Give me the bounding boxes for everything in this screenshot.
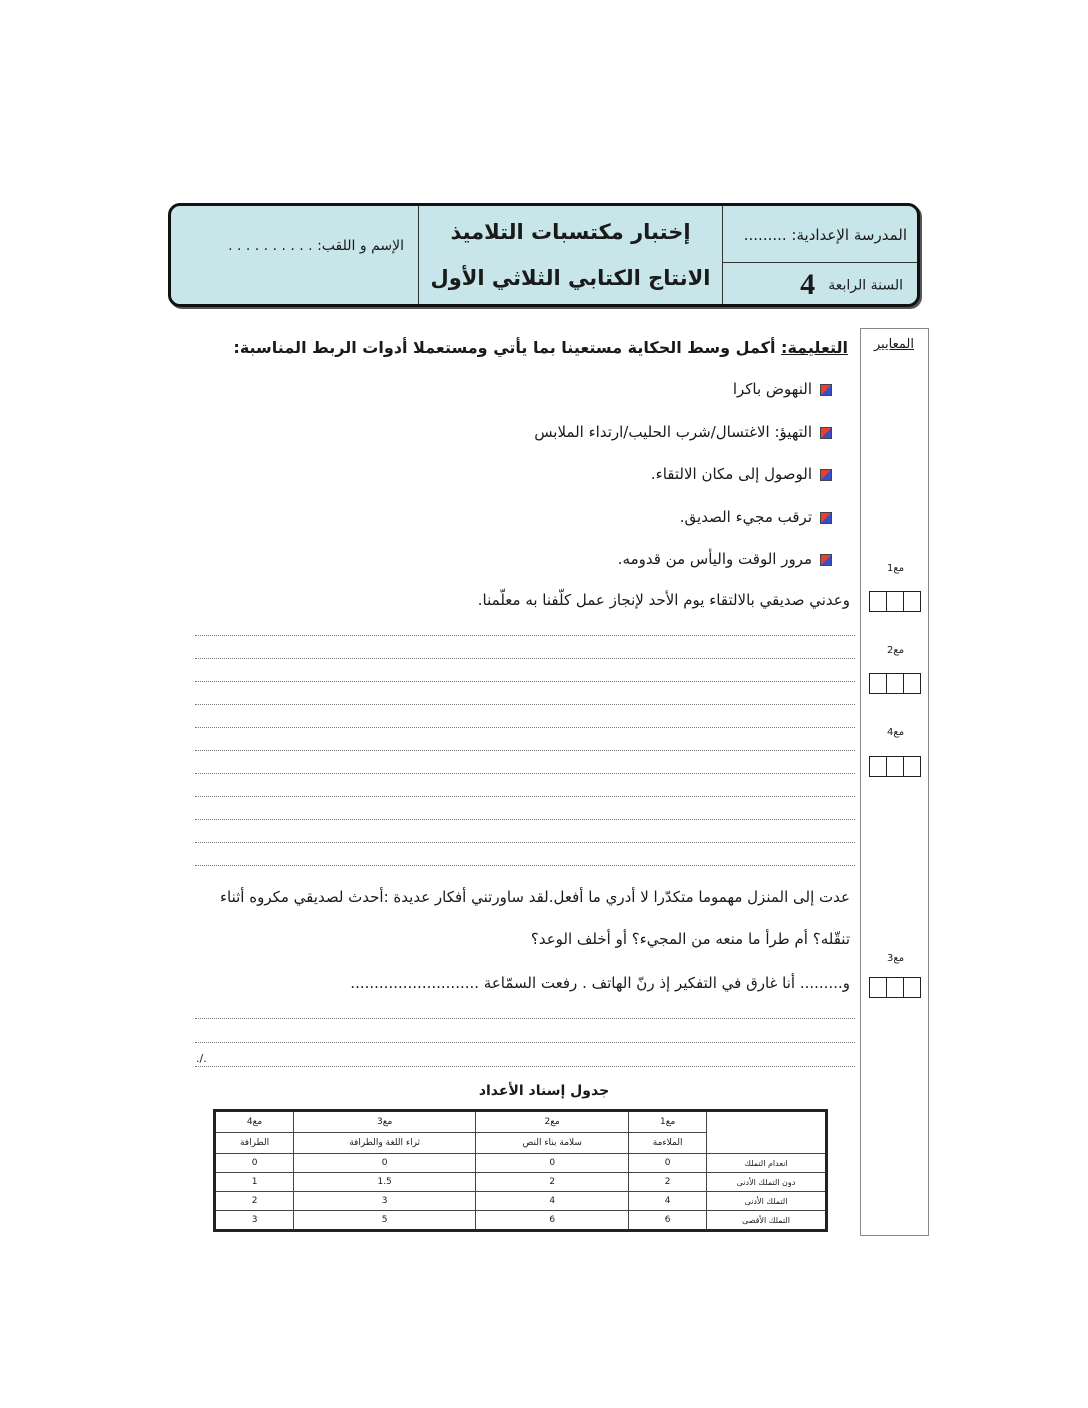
exam-header [168, 203, 920, 307]
school-info-cell [723, 206, 917, 304]
criterion-label: مع2 [887, 645, 905, 656]
hint-item: مرور الوقت واليأس من قدومه. [618, 550, 832, 568]
column-name: سلامة بناء النص [476, 1133, 629, 1154]
writing-line[interactable] [195, 819, 855, 820]
criteria-column [860, 328, 929, 1236]
column-code: مع1 [629, 1111, 707, 1133]
bullet-icon [820, 384, 832, 396]
story-ending-line-2: تنقّله؟ أم طرأ ما منعه من المجيء؟ أو أخلف الوعد؟ [530, 930, 850, 948]
table-cell: 0 [294, 1154, 476, 1173]
instruction-label: التعليمة: [781, 338, 848, 357]
year-label: السنة الرابعة [828, 277, 903, 294]
table-cell: 0 [476, 1154, 629, 1173]
continuation-line: و......... أنا غارق في التفكير إذ رنّ الهاتف . رفعت السمّاعة ........................... [350, 974, 850, 992]
table-cell: 0 [215, 1154, 294, 1173]
table-header-row [215, 1111, 827, 1133]
exam-subtitle: الانتاج الكتابي الثلاثي الأول [430, 266, 711, 290]
table-cell: 2 [476, 1173, 629, 1192]
student-name-label: الإسم و اللقب: . . . . . . . . . . [228, 238, 404, 254]
table-row [215, 1192, 827, 1211]
criterion-score-box[interactable] [869, 591, 921, 612]
table-row [215, 1173, 827, 1192]
score-table [213, 1109, 828, 1232]
table-cell: 2 [629, 1173, 707, 1192]
table-cell: 3 [215, 1211, 294, 1231]
table-row [215, 1154, 827, 1173]
end-mark: ./. [196, 1052, 207, 1065]
writing-line[interactable] [195, 681, 855, 682]
writing-line[interactable] [195, 796, 855, 797]
table-cell: 6 [629, 1211, 707, 1231]
writing-line[interactable] [195, 750, 855, 751]
column-code: مع3 [294, 1111, 476, 1133]
school-label: المدرسة الإعدادية: ......... [743, 226, 907, 244]
table-cell: 3 [294, 1192, 476, 1211]
hint-item: النهوض باكرا [733, 380, 832, 398]
criterion-score-box[interactable] [869, 673, 921, 694]
column-code: مع4 [215, 1111, 294, 1133]
writing-line[interactable] [195, 704, 855, 705]
exam-title: إختبار مكتسبات التلاميذ [450, 220, 691, 244]
criterion-label: مع1 [887, 563, 905, 574]
criterion-score-box[interactable] [869, 756, 921, 777]
table-cell: 4 [629, 1192, 707, 1211]
criteria-heading: المعايير [873, 337, 914, 352]
column-name: ثراء اللغة والطرافة [294, 1133, 476, 1154]
criterion-label: مع3 [887, 953, 905, 964]
table-cell: 0 [629, 1154, 707, 1173]
instruction-text: أكمل وسط الحكاية مستعينا بما يأتي ومستعملا أدوات الربط المناسبة: [233, 338, 776, 357]
row-label: انعدام التملك [707, 1154, 827, 1173]
table-cell: 1 [215, 1173, 294, 1192]
writing-line[interactable] [195, 865, 855, 866]
column-name: الملاءمة [629, 1133, 707, 1154]
score-table-title: جدول إسناد الأعداد [478, 1083, 610, 1099]
table-cell: 1.5 [294, 1173, 476, 1192]
hint-item: الوصول إلى مكان الالتقاء. [651, 465, 832, 483]
row-label: التملك الأدنى [707, 1192, 827, 1211]
school-row [723, 206, 917, 263]
row-label: دون التملك الأدنى [707, 1173, 827, 1192]
bullet-icon [820, 512, 832, 524]
criterion-score-box[interactable] [869, 977, 921, 998]
writing-line[interactable] [195, 1066, 855, 1067]
student-name-cell [171, 206, 419, 304]
writing-line[interactable] [195, 1042, 855, 1043]
hint-item: ترقب مجيء الصديق. [680, 508, 832, 526]
story-ending-line-1: عدت إلى المنزل مهموما متكدّرا لا أدري ما أفعل.لقد ساورتني أفكار عديدة :أحدث لصديقي مكروه أثناء [219, 888, 850, 906]
writing-line[interactable] [195, 842, 855, 843]
criterion-label: مع4 [887, 727, 905, 738]
writing-line[interactable] [195, 1018, 855, 1019]
table-row [215, 1211, 827, 1231]
exam-title-cell [419, 206, 723, 304]
column-name: الطرافة [215, 1133, 294, 1154]
instruction [233, 338, 848, 357]
bullet-icon [820, 554, 832, 566]
table-cell: 2 [215, 1192, 294, 1211]
writing-line[interactable] [195, 727, 855, 728]
bullet-icon [820, 427, 832, 439]
writing-line[interactable] [195, 658, 855, 659]
year-number: 4 [800, 268, 816, 301]
table-cell: 6 [476, 1211, 629, 1231]
story-beginning: وعدني صديقي بالالتقاء يوم الأحد لإنجاز عمل كلّفنا به معلّمنا. [477, 591, 850, 609]
row-label: التملك الأقصى [707, 1211, 827, 1231]
writing-line[interactable] [195, 635, 855, 636]
table-cell: 4 [476, 1192, 629, 1211]
table-cell: 5 [294, 1211, 476, 1231]
year-row [800, 268, 903, 302]
hint-item: التهيؤ: الاغتسال/شرب الحليب/ارتداء الملابس [534, 423, 832, 441]
column-code: مع2 [476, 1111, 629, 1133]
bullet-icon [820, 469, 832, 481]
table-corner [707, 1111, 827, 1154]
writing-line[interactable] [195, 773, 855, 774]
